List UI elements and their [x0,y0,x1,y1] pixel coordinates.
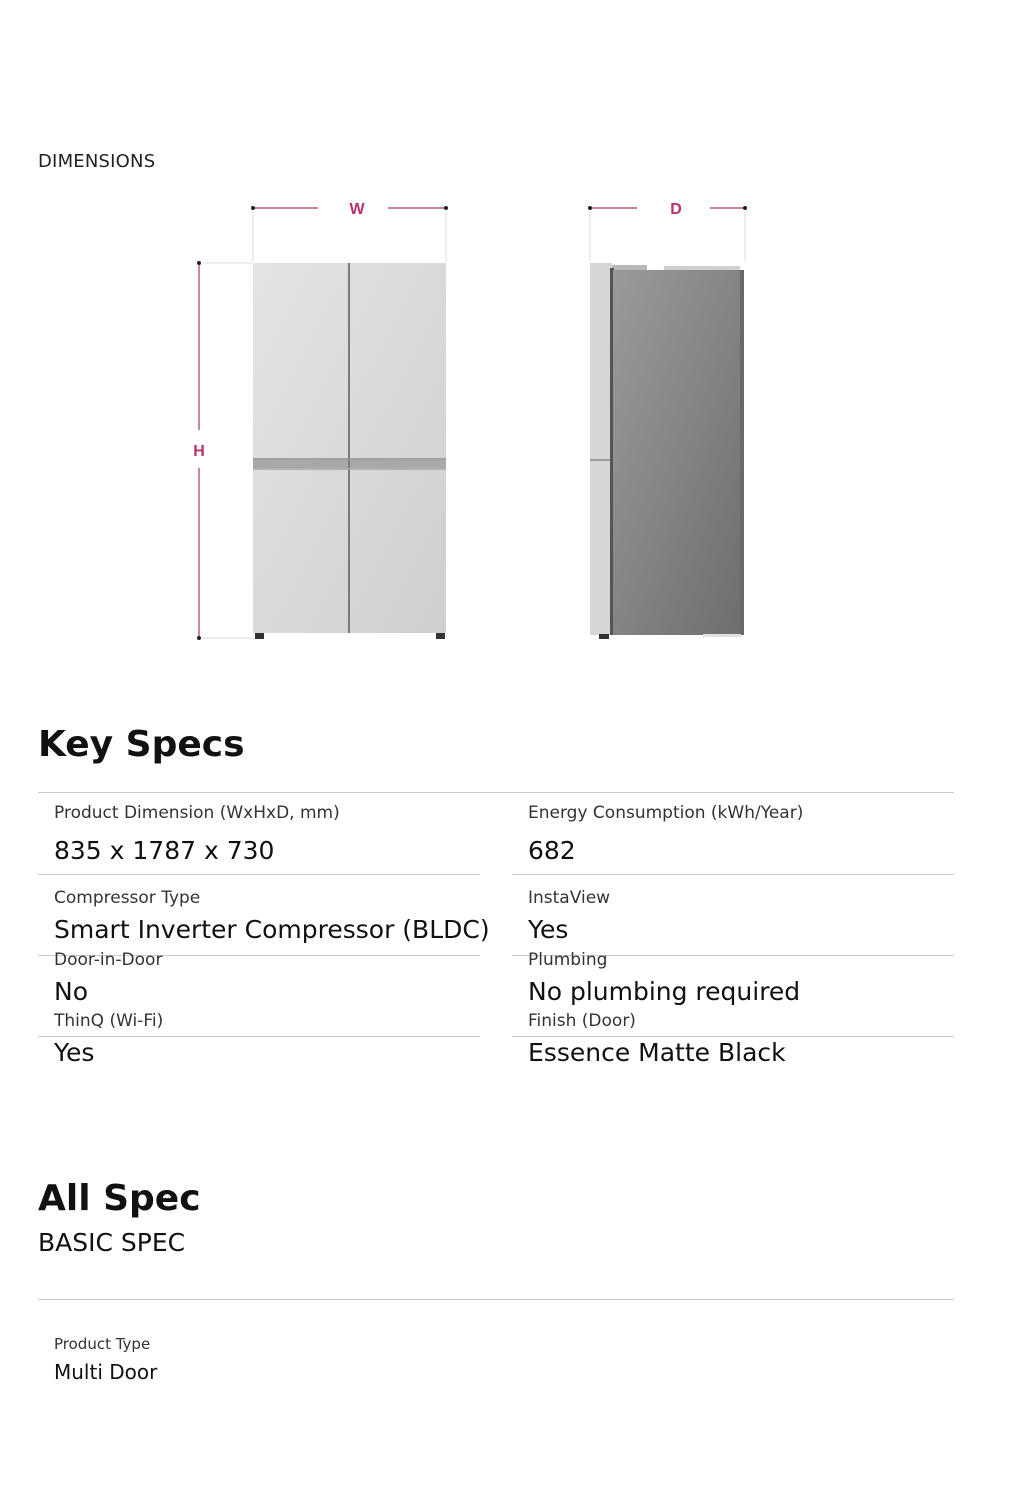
height-dimension-line [197,261,252,640]
divider [38,1036,480,1037]
all-spec-heading: All Spec [38,1178,201,1219]
spec-label-plumbing: Plumbing [528,950,608,970]
height-label: H [193,443,205,460]
spec-label-product-dimension: Product Dimension (WxHxD, mm) [54,803,340,823]
fridge-side-view [590,263,744,639]
divider [512,874,954,875]
spec-value-compressor-type: Smart Inverter Compressor (BLDC) [54,915,490,944]
divider [512,1036,954,1037]
spec-label-energy-consumption: Energy Consumption (kWh/Year) [528,803,804,823]
dimensions-title: DIMENSIONS [38,151,156,172]
key-specs-heading: Key Specs [38,724,245,765]
spec-value-product-type: Multi Door [54,1360,158,1384]
fridge-dimension-diagram [0,0,1024,680]
fridge-front-view [253,263,446,639]
divider [38,792,954,793]
width-label: W [349,201,365,218]
spec-value-instaview: Yes [528,915,569,944]
spec-label-thinq: ThinQ (Wi-Fi) [54,1011,164,1031]
divider [38,874,480,875]
spec-value-energy-consumption: 682 [528,836,576,865]
divider [38,1299,954,1300]
spec-value-plumbing: No plumbing required [528,977,801,1006]
spec-value-finish-door: Essence Matte Black [528,1038,786,1067]
spec-value-door-in-door: No [54,977,88,1006]
spec-label-product-type: Product Type [54,1335,151,1353]
spec-value-thinq: Yes [54,1038,95,1067]
spec-label-instaview: InstaView [528,888,611,908]
spec-label-door-in-door: Door-in-Door [54,950,163,970]
spec-value-product-dimension: 835 x 1787 x 730 [54,836,275,865]
spec-label-compressor-type: Compressor Type [54,888,201,908]
depth-label: D [670,201,682,218]
depth-dimension-line [588,206,747,262]
spec-label-finish-door: Finish (Door) [528,1011,636,1031]
basic-spec-section-title: BASIC SPEC [38,1228,186,1257]
